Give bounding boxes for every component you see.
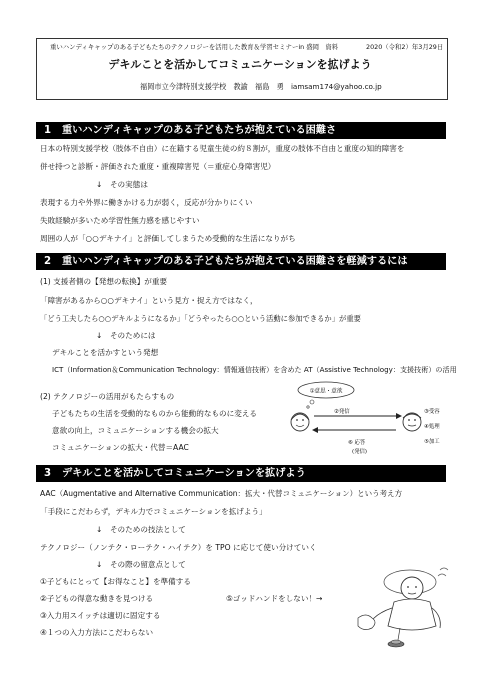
section2-arrow-line: ↓ そのためには [96, 331, 156, 340]
section3-heading [36, 465, 446, 482]
section2-line: 「どう工夫したら○○デキルようになるか」「どうやったら○○という活動に参加できるか」が重要 [40, 314, 361, 323]
section2-title: 重いハンディキャップのある子どもたちが抱えている困難さを軽減するには [62, 256, 408, 267]
point-item: ④１つの入力方法にこだわらない [40, 628, 154, 637]
diagram-reply: ⑥ 応答 [348, 440, 366, 446]
section3-line: テクノロジー（ノンテク・ローテク・ハイテク）を TPO に応じて使い分けていく [40, 543, 317, 552]
header-top-line: 重いハンディキャップのある子どもたちのテクノロジーを活用した教育＆学習セミナーin 盛岡 資料 [50, 43, 339, 51]
section3-arrow-line: ↓ そのための技法として [96, 525, 186, 534]
diagram-reply-sub: (発信) [352, 449, 367, 455]
section2-line: 子どもたちの生活を受動的なものから能動的なものに変える [52, 409, 258, 418]
header-date: 2020（令和2）年3月29日 [366, 43, 444, 51]
section1-title: 重いハンディキャップのある子どもたちが抱えている困難さ [62, 125, 337, 136]
section2-line: デキルことを活かすという発想 [52, 348, 159, 357]
section2-line: (1) 支援者側の【発想の転換】が重要 [40, 277, 168, 286]
author-line: 福岡市立今津特別支援学校 教諭 福島 勇 iamsam174@yahoo.co.jp [140, 82, 382, 91]
section3-arrow-line: ↓ その際の留意点として [96, 560, 186, 569]
diagram-receive: ③受容 [424, 409, 440, 415]
aac-line: AAC（Augmentative and Alternative Communication：拡大・代替コミュニケーション）という考え方 [40, 489, 403, 498]
section1-line: 失敗経験が多いため学習性無力感を感じやすい [40, 216, 200, 225]
section3-number: 3 [44, 468, 52, 479]
thought-dot [307, 406, 309, 408]
section1-arrow-line: ↓ その実態は [96, 180, 148, 189]
diagram-process: ④処理 [424, 424, 440, 430]
section1-line: 表現する力や外界に働きかける力が弱く，反応が分かりにくい [40, 198, 253, 207]
thought-dot [310, 400, 314, 404]
point-item: ③入力用スイッチは適切に固定する [40, 611, 161, 620]
page-title: デキルことを活かしてコミュニケーションを拡げよう [108, 58, 372, 71]
point-item: ①子どもにとって【お得なこと】を準備する [40, 577, 191, 586]
helper-hand-icon [358, 615, 375, 630]
point-item-godhand: ⑤ゴッドハンドをしない！→ [226, 594, 323, 603]
communication-diagram [268, 380, 448, 462]
section2-heading [36, 253, 446, 270]
section2-line: 意欲の向上，コミュニケーションする機会の拡大 [52, 426, 219, 435]
child-switch-illustration [352, 556, 452, 656]
section1-line: 周囲の人が「○○デキナイ」と評価してしまうため受動的な生活になりがち [40, 234, 296, 243]
section3-line: 「手段にこだわらず，デキル力でコミュニケーションを拡げよう」 [40, 507, 267, 516]
section2-line: (2) テクノロジーの活用がもたらすもの [40, 392, 175, 401]
ict-at-line: ICT（Information＆Communication Technology：情報通信技術）を含めた AT（Assistive Technology：支援技術）の活用 [52, 365, 457, 374]
section1-heading [36, 122, 446, 139]
diagram-intent: ①意思・意欲 [309, 388, 343, 395]
section2-number: 2 [44, 256, 52, 267]
sender-face-icon [291, 413, 309, 431]
section1-number: 1 [44, 125, 52, 136]
section1-line: 併せ持つと診断・評価された重度・重複障害児（＝重症心身障害児） [40, 162, 276, 171]
section3-title: デキルことを活かしてコミュニケーションを拡げよう [62, 468, 306, 479]
diagram-send: ②発信 [334, 409, 350, 415]
section2-line: コミュニケーションの拡大・代替＝AAC [52, 443, 189, 452]
section1-line: 日本の特別支援学校（肢体不自由）に在籍する児童生徒の約８割が，重度の肢体不自由と重度の知的障害を [40, 144, 405, 153]
sparkle-icon [438, 568, 448, 576]
child-body [388, 599, 436, 630]
section2-line: 「障害があるから○○デキナイ」という見方・捉え方ではなく， [40, 296, 258, 305]
point-item: ②子どもの得意な動きを見つける [40, 594, 154, 603]
child-face-icon [401, 577, 423, 599]
diagram-process2: ⑤加工 [424, 439, 440, 445]
